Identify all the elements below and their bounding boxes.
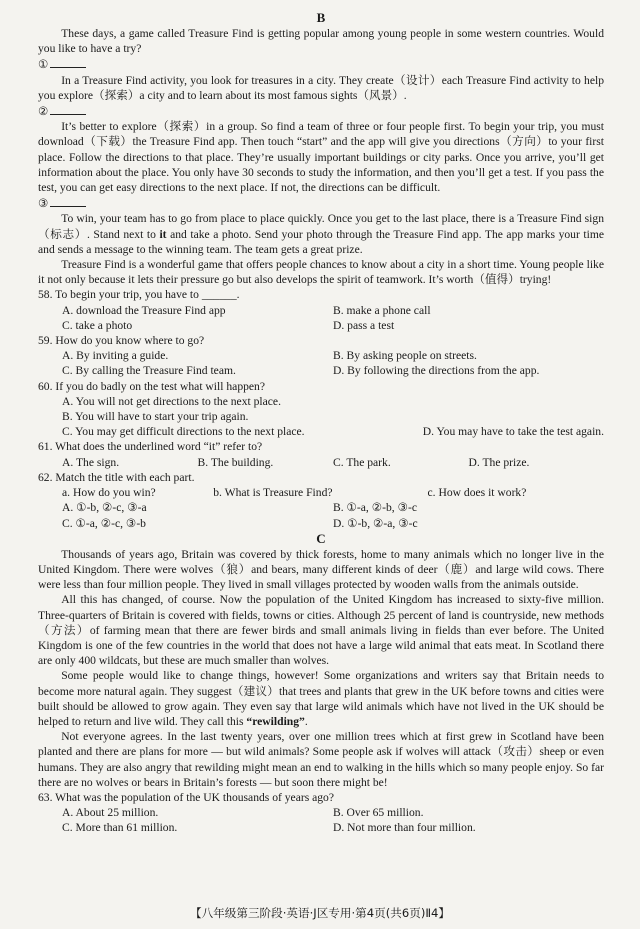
question-60-stem: 60. If you do badly on the test what will happen? [38,379,265,393]
passage-c-paragraph-4: Not everyone agrees. In the last twenty years, over one million trees which at first grew in Scotland have been planted and there are plans for more — but wild animals? Some people ask if wolves will attack（攻击）sheep or even humans. They are also angry that rewilding might mean an end to walking in the hills which so many people enjoy. So far there are no wolves or bears in Britain’s forests — but soon there might be! [38,730,604,789]
question-63-stem: 63. What was the population of the UK thousands of years ago? [38,790,335,804]
option[interactable]: D. By following the directions from the app. [333,364,540,378]
question-62-options [38,500,604,530]
section-c-heading: C [316,530,326,546]
section-b-heading: B [316,10,326,25]
blank-3[interactable]: ③ [38,195,604,211]
option[interactable]: C. take a photo [62,318,133,332]
option[interactable]: D. Not more than four million. [333,821,476,835]
title-item: c. How does it work? [427,486,527,500]
option[interactable]: C. More than 61 million. [62,821,178,835]
question-60-options [38,394,604,440]
question-59-stem: 59. How do you know where to go? [38,334,205,348]
question-62-stem: 62. Match the title with each part. [38,470,195,484]
option[interactable]: B. ①-a, ②-b, ③-c [333,501,417,515]
passage-c-paragraph-1: Thousands of years ago, Britain was covered by thick forests, home to many animals which no longer live in the United Kingdom. There were wolves（狼）and bears, many different kinds of deer（鹿）and large wild cows. There were less than four million people. They lived in small villages protected by wooden walls from the animals outside. [38,547,604,592]
question-61-stem: 61. What does the underlined word “it” refer to? [38,440,263,454]
question-62-titles [38,485,604,500]
option[interactable]: A. download the Treasure Find app [62,303,226,317]
option[interactable]: C. By calling the Treasure Find team. [62,364,236,378]
option[interactable]: B. make a phone call [333,303,431,317]
title-item: a. How do you win? [62,486,156,500]
title-item: b. What is Treasure Find? [213,486,333,500]
passage-b-paragraph-3: It’s better to explore（探索）in a group. So find a team of three or four people first. To begin your trip, you must download（下载）the Treasure Find app. Then touch “start” and the app will give you directions（方向）to your first place. Follow the directions to that place. They’re usually important buildings or city parks. Once you arrive, you’ll get information about the place. You only have 30 seconds to study the information, and then you’ll get a test. If you pass the test, you can get easy directions to the next place. If not, the directions can be difficult. [38,120,604,195]
option[interactable]: D. The prize. [468,455,530,469]
option[interactable]: B. The building. [197,455,274,469]
question-61-options [38,455,604,470]
option[interactable]: B. By asking people on streets. [333,349,477,363]
passage-c-paragraph-2: All this has changed, of course. Now the population of the United Kingdom has increased to sixty-five million. Three-quarters of Britain is covered with fields, towns or cities. Although 25 percent of land is countryside, new methods（方法）of farming mean that there are fewer birds and small animals living in fields than ever before. The United Kingdom is one of the few countries in the world that does not have a large wild animal that eats meat. In Scotland there are only 400 wildcats, but these are much smaller than wolves. [38,593,604,668]
question-58-options [38,303,604,333]
option[interactable]: C. ①-a, ②-c, ③-b [62,516,146,530]
rewilding-term: “rewilding” [246,714,305,728]
option[interactable]: A. The sign. [62,455,120,469]
blank-2[interactable]: ② [38,103,604,119]
option[interactable]: C. You may get difficult directions to the next place. [62,425,305,439]
question-59-options [38,348,604,378]
passage-b-paragraph-2: In a Treasure Find activity, you look for treasures in a city. They create（设计）each Treasure Find activity to help you explore（探索）a city and to learn about its most famous sights（风景）. [38,73,604,102]
passage-c-paragraph-3: Some people would like to change things, however! Some organizations and writers say that Britain needs to become more natural again. They suggest（建议）that trees and plants that grew in the UK before towns and cities were built should be allowed to grow again. They even say that large wild animals which have not lived in the UK should be helped to return and live wild. They call this “rewilding”. [38,669,604,728]
passage-b-paragraph-4: To win, your team has to go from place to place quickly. Once you get to the last place, there is a Treasure Find sign（标志）. Stand next to it and take a photo. Send your photo through the Treasure Find app. The app marks your time and sends a message to the winning team. The team gets a great prize. [38,212,604,256]
blank-1[interactable]: ① [38,56,604,72]
option[interactable]: B. You will have to start your trip again. [62,410,249,424]
option[interactable]: A. You will not get directions to the next place. [62,394,281,408]
passage-b-paragraph-1: These days, a game called Treasure Find is getting popular among young people in some western countries. Would you like to have a try? [38,27,604,56]
question-58-stem: 58. To begin your trip, you have to ______. [38,288,240,302]
option[interactable]: C. The park. [333,455,391,469]
question-63-options [38,805,604,835]
option[interactable]: D. ①-b, ②-a, ③-c [333,516,418,530]
option[interactable]: B. Over 65 million. [333,806,424,820]
option[interactable]: A. By inviting a guide. [62,349,169,363]
option[interactable]: D. pass a test [333,318,395,332]
option[interactable]: A. About 25 million. [62,806,159,820]
option[interactable]: D. You may have to take the test again. [422,425,604,439]
passage-b-paragraph-5: Treasure Find is a wonderful game that offers people chances to know about a city in a short time. Young people like it not only because it lets their pressure go but also develops the spirit of teamwork. It’s worth（值得）trying! [38,258,604,287]
underlined-word-it: it [159,227,167,241]
option[interactable]: A. ①-b, ②-c, ③-a [62,501,147,515]
page-footer: 【八年级第三阶段·英语·J区专用·第4页(共6页)Ⅱ4】 [189,906,451,920]
